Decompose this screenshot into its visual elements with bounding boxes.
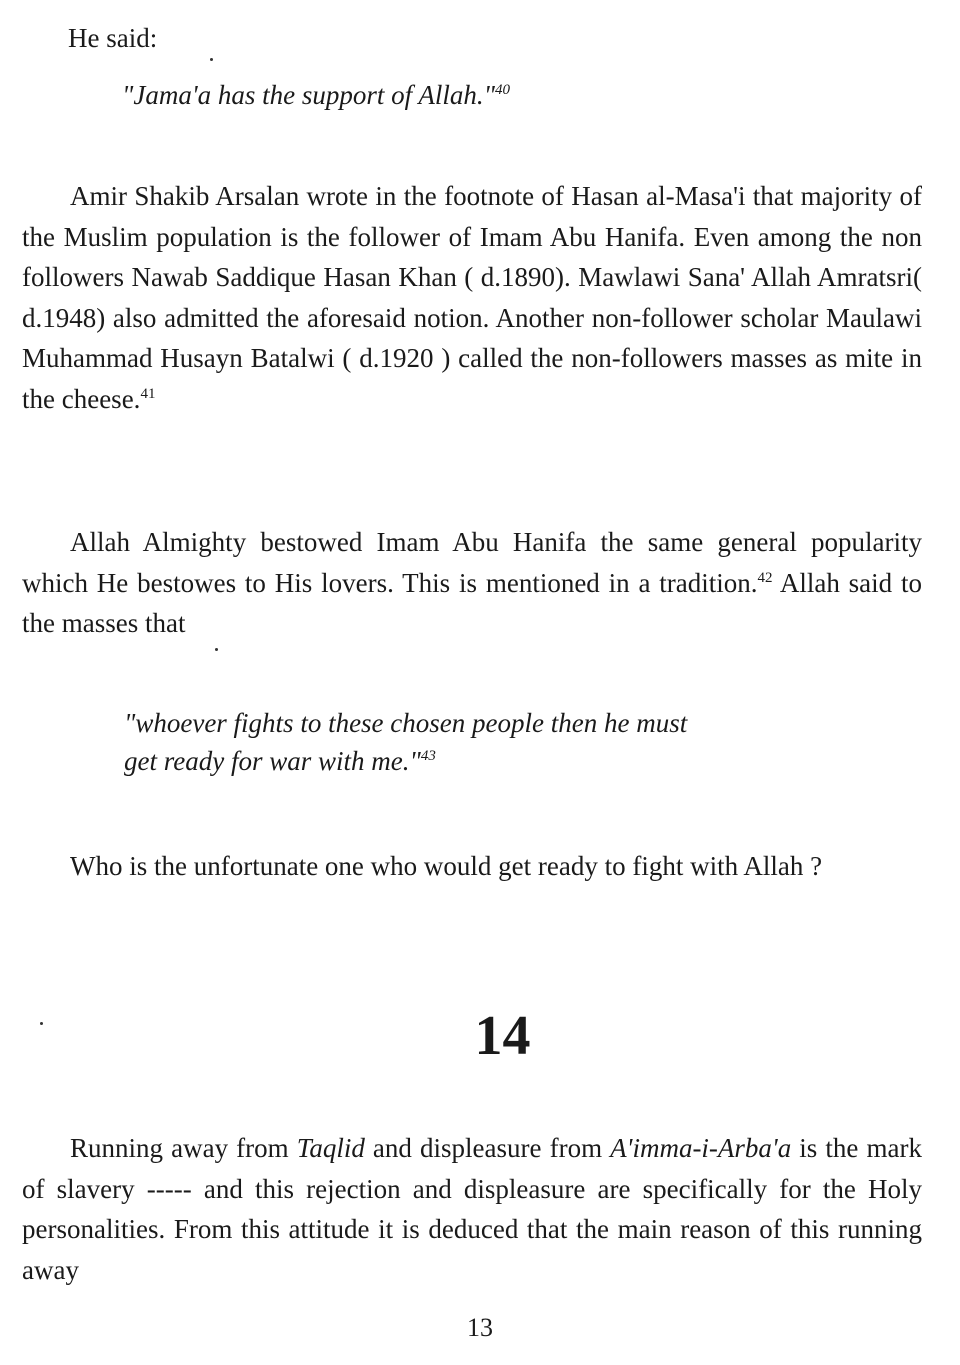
section-number: 14 — [474, 1005, 531, 1067]
footnote-ref-40: 40 — [494, 82, 510, 98]
paragraph-2 — [22, 522, 922, 644]
scan-speck — [40, 1022, 43, 1025]
term-taqlid: Taqlid — [296, 1133, 365, 1163]
footnote-ref-43: 43 — [420, 748, 436, 764]
paragraph-1-text: Amir Shakib Arsalan wrote in the footnote of Hasan al-Masa'i that majority of the Muslim population is the follower of Imam Abu Hanifa. Even among the non followers Nawab Saddique Hasan Khan ( d.1890). Mawlawi Sana' Allah Amratsri( d.1948) also admitted the aforesaid notion. Another non-follower scholar Maulawi Muhammad Husayn Batalwi ( d.1920 ) called the non-followers masses as mite in the cheese. — [22, 181, 922, 414]
scan-speck — [210, 58, 213, 61]
paragraph-2-text-cont: Allah said to the masses that — [22, 567, 922, 638]
quote-1-text: "Jama'a has the support of Allah." — [122, 80, 495, 110]
paragraph-4 — [22, 1128, 922, 1290]
term-aimma-i-arbaa: A'imma-i-Arba'a — [610, 1133, 792, 1163]
paragraph-4-text-b: and displeasure from — [364, 1133, 611, 1163]
paragraph-1 — [22, 176, 922, 419]
quote-1 — [122, 76, 510, 114]
paragraph-3: Who is the unfortunate one who would get ready to fight with Allah ? — [70, 851, 823, 881]
paragraph-2-text: Allah Almighty bestowed Imam Abu Hanifa the same general popularity which He bestowes to His lovers. This is mentioned in a tradition. — [22, 527, 922, 598]
page-number: 13 — [467, 1313, 493, 1342]
quote-2-line-1: "whoever fights to these chosen people then he must — [124, 708, 688, 738]
quote-2 — [124, 704, 687, 780]
intro-text: He said: — [68, 23, 158, 53]
footnote-ref-41: 41 — [140, 385, 156, 402]
quote-2-line-2: get ready for war with me." — [124, 746, 421, 776]
footnote-ref-42: 42 — [757, 569, 773, 586]
paragraph-4-text-a: Running away from — [70, 1133, 297, 1163]
paragraph-4-text-c: is the mark of slavery ----- and this rejection and displeasure are specifically for the Holy personalities. From this attitude it is deduced that the main reason of this running away — [22, 1133, 922, 1285]
scan-speck — [215, 648, 218, 651]
quote-2-line-2-wrap — [124, 742, 687, 780]
